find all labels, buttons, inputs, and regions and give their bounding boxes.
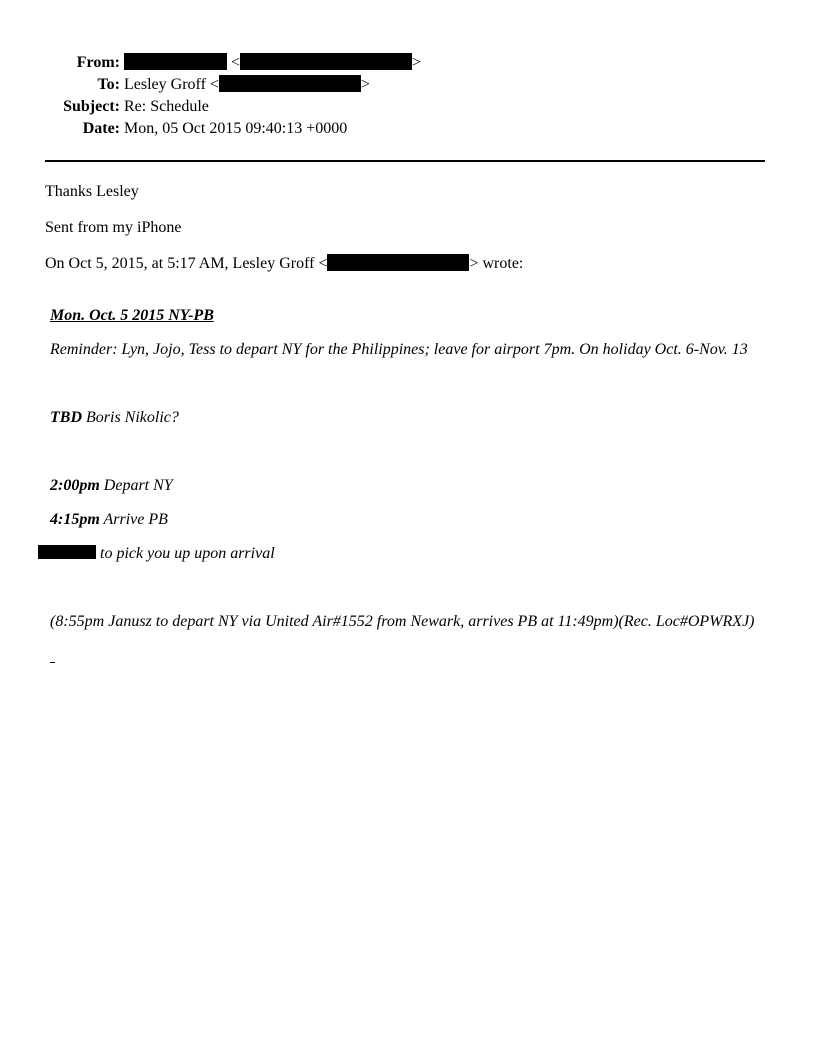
date-value: Mon, 05 Oct 2015 09:40:13 +0000 [124,120,348,137]
from-row [0,53,800,73]
sent-from-line: Sent from my iPhone [45,219,182,236]
from-lt: < [231,54,241,71]
redacted-quoted-email [327,254,469,271]
date-row [0,119,800,139]
subject-label: Subject: [63,98,120,115]
from-gt: > [412,54,422,71]
to-name: Lesley Groff < [124,76,219,93]
date-label: Date: [82,120,120,137]
from-label: From: [76,54,120,71]
to-gt: > [360,76,370,93]
header-divider [45,160,765,162]
arrive-text: Arrive PB [99,511,168,528]
schedule-date-heading: Mon. Oct. 5 2015 NY-PB [50,307,214,324]
quote-intro-after: > wrote: [469,255,524,272]
redacted-sender-name [124,53,227,70]
arrive-line [50,510,168,530]
depart-text: Depart NY [99,477,173,494]
reminder-line: Reminder: Lyn, Jojo, Tess to depart NY for the Philippines; leave for airport 7pm. On holiday Oct. 6-Nov. 13 [50,341,748,358]
redacted-sender-email [240,53,412,70]
redacted-driver-name [38,545,96,559]
subject-row [0,97,800,117]
pickup-line [38,544,275,564]
thanks-line: Thanks Lesley [45,183,139,200]
arrive-time: 4:15pm [50,511,100,528]
subject-value: Re: Schedule [124,98,209,115]
tbd-line [50,408,179,428]
to-row [0,75,800,95]
tbd-text: Boris Nikolic? [82,409,179,426]
to-label: To: [97,76,120,93]
redacted-recipient-email [219,75,361,92]
tbd-label: TBD [50,409,82,426]
depart-line [50,476,173,496]
janusz-note-line: (8:55pm Janusz to depart NY via United Air#1552 from Newark, arrives PB at 11:49pm)(Rec. Loc#OPWRXJ) [50,613,755,630]
depart-time: 2:00pm [50,477,100,494]
trailing-underline-mark [50,662,55,663]
quote-intro-line [45,254,523,274]
pickup-text: to pick you up upon arrival [96,545,275,562]
quote-intro-before: On Oct 5, 2015, at 5:17 AM, Lesley Groff < [45,255,328,272]
